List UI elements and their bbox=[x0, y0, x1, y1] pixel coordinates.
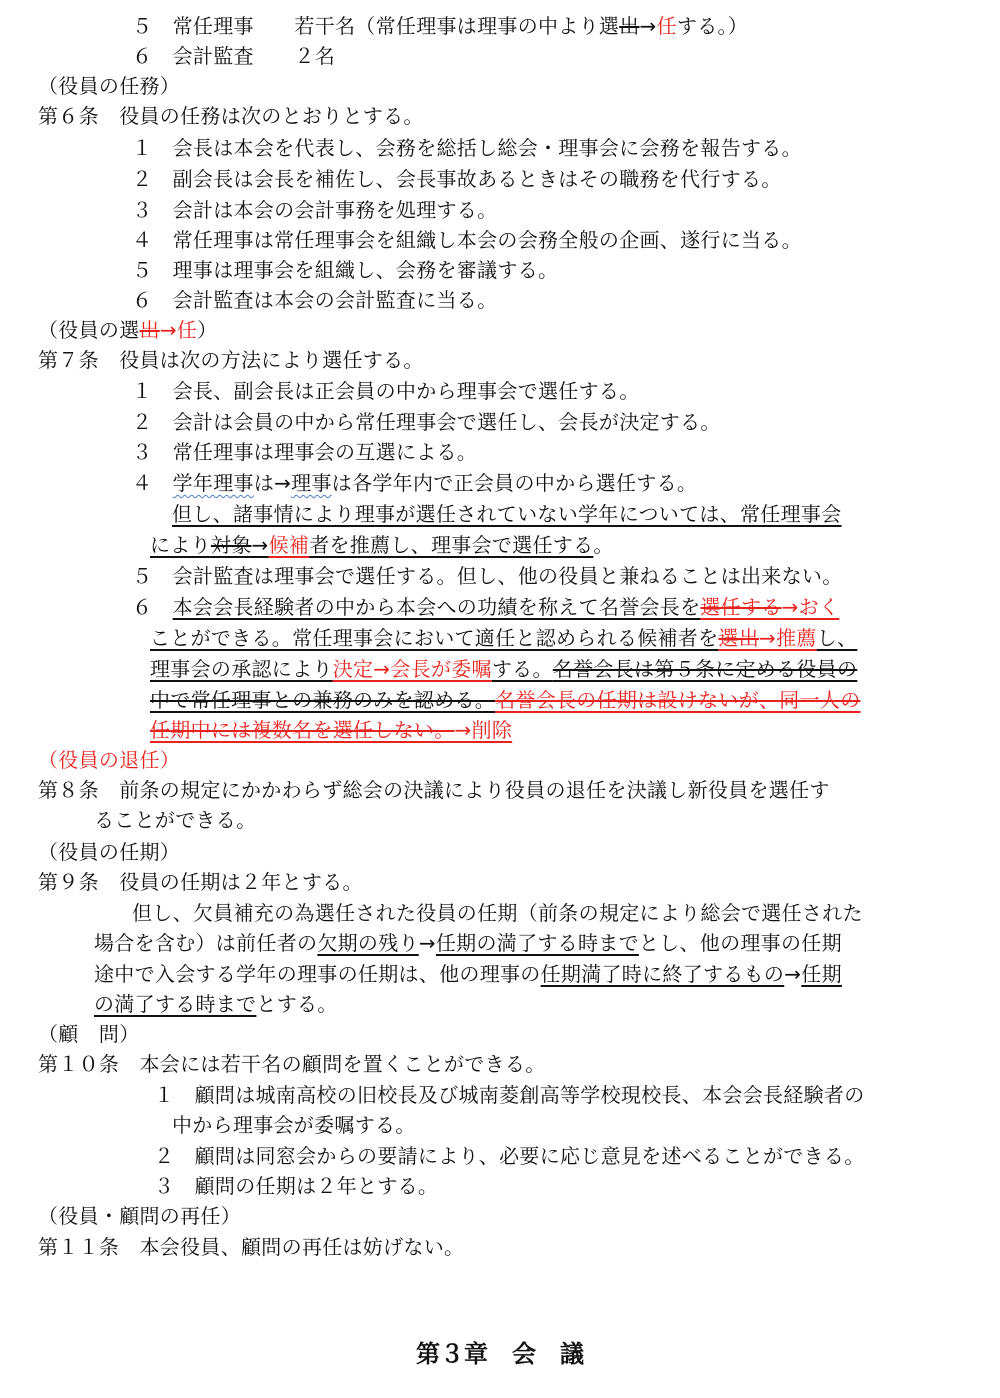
text-segment: は各学年内で正会員の中から選任する。 bbox=[331, 471, 698, 495]
text-segment: ６ 会計監査 ２名 bbox=[132, 44, 335, 68]
text-segment: 理事 bbox=[291, 471, 332, 495]
article-10-item-3 bbox=[154, 1172, 438, 1200]
text-segment: （役員の退任） bbox=[38, 748, 181, 772]
article-7-item-6 bbox=[132, 593, 839, 621]
text-segment: ３ 常任理事は理事会の互選による。 bbox=[132, 440, 478, 464]
text-segment: → bbox=[784, 962, 802, 986]
text-segment: 選任する bbox=[700, 595, 782, 619]
text-segment: 決定→会長が委嘱 bbox=[332, 657, 492, 681]
article-8-cont bbox=[94, 806, 256, 834]
article-8 bbox=[38, 776, 830, 804]
text-segment: → bbox=[639, 14, 657, 38]
text-segment: 学年理事 bbox=[172, 471, 254, 495]
article-7-item-6-cont-4 bbox=[150, 716, 512, 744]
text-segment: １ 会長、副会長は正会員の中から理事会で選任する。 bbox=[132, 379, 640, 403]
article-7-item-6-cont-1 bbox=[150, 624, 857, 652]
text-segment: ６ bbox=[132, 595, 173, 619]
text-segment: （役員の任期） bbox=[38, 840, 181, 864]
text-segment: ６ 会計監査は本会の会計監査に当る。 bbox=[132, 288, 498, 312]
text-segment: し、 bbox=[816, 626, 858, 650]
text-segment: ５ 会計監査は理事会で選任する。但し、他の役員と兼ねることは出来ない。 bbox=[132, 564, 843, 588]
text-segment: 第６条 役員の任務は次のとおりとする。 bbox=[38, 104, 424, 128]
article-7-item-4 bbox=[132, 469, 697, 497]
article-6-item-1 bbox=[132, 134, 802, 162]
text-segment: 理事会の承認により bbox=[150, 657, 333, 681]
article-10-item-1-cont bbox=[172, 1111, 416, 1139]
text-segment: 任期の満了する時まで bbox=[435, 931, 639, 955]
text-segment: 選出 bbox=[718, 626, 760, 650]
text-segment: 本会会長経験者の中から本会への功績を称えて名誉会長を bbox=[172, 595, 701, 619]
text-segment: ４ 常任理事は常任理事会を組織し本会の会務全般の企画、遂行に当る。 bbox=[132, 228, 802, 252]
text-segment: 出 bbox=[139, 318, 160, 342]
text-segment: 第９条 役員の任期は２年とする。 bbox=[38, 870, 363, 894]
text-segment: 任期 bbox=[801, 962, 842, 986]
text-segment: →任 bbox=[159, 318, 198, 342]
text-segment: 中で常任理事との兼務のみを認める。 bbox=[150, 688, 496, 712]
article-6-item-4 bbox=[132, 226, 802, 254]
text-segment: する。 bbox=[491, 657, 553, 681]
text-segment: 第１０条 本会には若干名の顧問を置くことができる。 bbox=[38, 1052, 546, 1076]
text-segment: 任 bbox=[656, 14, 677, 38]
text-segment: 。 bbox=[593, 533, 614, 557]
text-segment: ） bbox=[197, 318, 218, 342]
text-segment: ３ 会計は本会の会計事務を処理する。 bbox=[132, 198, 498, 222]
text-segment: １ 会長は本会を代表し、会務を総括し総会・理事会に会務を報告する。 bbox=[132, 136, 802, 160]
text-segment: 者を推薦し、理事会で選任する bbox=[309, 533, 594, 557]
article-9-proviso-cont-2 bbox=[94, 960, 842, 988]
heading-advisors bbox=[38, 1020, 140, 1048]
heading-officer-resignation bbox=[38, 746, 180, 774]
text-segment: する。） bbox=[676, 14, 749, 38]
text-segment: → bbox=[251, 533, 269, 557]
article-10-item-2 bbox=[154, 1142, 865, 1170]
text-segment: 名誉会長の任期は設けないが、同一人の bbox=[495, 688, 861, 712]
text-segment: １ 顧問は城南高校の旧校長及び城南菱創高等学校現校長、本会会長経験者の bbox=[154, 1083, 865, 1107]
line-role-standing-directors bbox=[132, 12, 748, 40]
text-segment: 第７条 役員は次の方法により選任する。 bbox=[38, 348, 424, 372]
text-segment: 但し、諸事情により理事が選任されていない学年については、常任理事会 bbox=[172, 502, 842, 526]
text-segment: ４ bbox=[132, 471, 173, 495]
article-7-item-6-cont-3 bbox=[150, 686, 861, 714]
text-segment: 場合を含む）は前任者の bbox=[94, 931, 318, 955]
article-7-item-3 bbox=[132, 438, 477, 466]
heading-reappointment bbox=[38, 1202, 241, 1230]
line-role-auditors bbox=[132, 42, 335, 70]
text-segment: （役員・顧問の再任） bbox=[38, 1204, 241, 1228]
text-segment: は→ bbox=[253, 471, 292, 495]
article-7-item-6-cont-2 bbox=[150, 655, 857, 683]
text-segment: （役員の選 bbox=[38, 318, 140, 342]
article-6-item-2 bbox=[132, 165, 782, 193]
text-segment: （役員の任務） bbox=[38, 74, 181, 98]
text-segment: →おく bbox=[781, 595, 840, 619]
text-segment: 第１１条 本会役員、顧問の再任は妨げない。 bbox=[38, 1235, 465, 1259]
text-segment: →推薦 bbox=[759, 626, 817, 650]
text-segment: →削除 bbox=[454, 718, 513, 742]
article-7-item-5 bbox=[132, 562, 843, 590]
heading-officer-election bbox=[38, 316, 217, 344]
text-segment: 出 bbox=[619, 14, 640, 38]
text-segment: 中から理事会が委嘱する。 bbox=[172, 1113, 416, 1137]
heading-officer-term bbox=[38, 838, 180, 866]
text-segment: （顧 問） bbox=[38, 1022, 140, 1046]
article-7 bbox=[38, 346, 424, 374]
text-segment: ２ 会計は会員の中から常任理事会で選任し、会長が決定する。 bbox=[132, 410, 721, 434]
text-segment: 欠期の残り bbox=[317, 931, 419, 955]
text-segment: ３ 顧問の任期は２年とする。 bbox=[154, 1174, 439, 1198]
text-segment: ことができる。常任理事会において適任と認められる候補者を bbox=[150, 626, 719, 650]
article-11 bbox=[38, 1233, 464, 1261]
text-segment: ５ 常任理事 若干名（常任理事は理事の中より選 bbox=[132, 14, 620, 38]
text-segment: 候補 bbox=[268, 533, 310, 557]
text-segment: 但し、欠員補充の為選任された役員の任期（前条の規定により総会で選任された bbox=[132, 901, 863, 925]
text-segment: 第８条 前条の規定にかかわらず総会の決議により役員の退任を決議し新役員を選任す bbox=[38, 778, 830, 802]
article-6 bbox=[38, 102, 424, 130]
article-9-proviso-cont-3 bbox=[94, 990, 338, 1018]
article-10 bbox=[38, 1050, 546, 1078]
text-segment: ることができる。 bbox=[94, 808, 257, 832]
article-9-proviso-cont-1 bbox=[94, 929, 842, 957]
text-segment: ２ 副会長は会長を補佐し、会長事故あるときはその職務を代行する。 bbox=[132, 167, 782, 191]
text-segment: 途中で入会する学年の理事の任期は、他の理事の bbox=[94, 962, 541, 986]
text-segment: により bbox=[150, 533, 211, 557]
text-segment: 名誉会長は第５条に定める役員の bbox=[552, 657, 858, 681]
article-9 bbox=[38, 868, 363, 896]
text-segment: ５ 理事は理事会を組織し、会務を審議する。 bbox=[132, 258, 559, 282]
article-10-item-1 bbox=[154, 1081, 865, 1109]
article-6-item-6 bbox=[132, 286, 497, 314]
article-7-item-1 bbox=[132, 377, 640, 405]
article-9-proviso bbox=[132, 899, 863, 927]
text-segment: とする。 bbox=[256, 992, 338, 1016]
chapter-title: 第３章 会 議 bbox=[416, 1340, 584, 1368]
article-7-item-4-cont-1 bbox=[172, 500, 842, 528]
heading-officer-duties bbox=[38, 72, 180, 100]
text-segment: ２ 顧問は同窓会からの要請により、必要に応じ意見を述べることができる。 bbox=[154, 1144, 865, 1168]
article-6-item-5 bbox=[132, 256, 558, 284]
text-segment: とし、他の理事の任期 bbox=[638, 931, 842, 955]
article-7-item-2 bbox=[132, 408, 721, 436]
article-6-item-3 bbox=[132, 196, 497, 224]
text-segment: 任期満了時に終了するもの bbox=[540, 962, 785, 986]
article-7-item-4-cont-2 bbox=[150, 531, 614, 559]
text-segment: → bbox=[418, 931, 436, 955]
text-segment: 対象 bbox=[210, 533, 252, 557]
text-segment: 任期中には複数名を選任しない。 bbox=[150, 718, 455, 742]
text-segment: の満了する時まで bbox=[94, 992, 257, 1016]
